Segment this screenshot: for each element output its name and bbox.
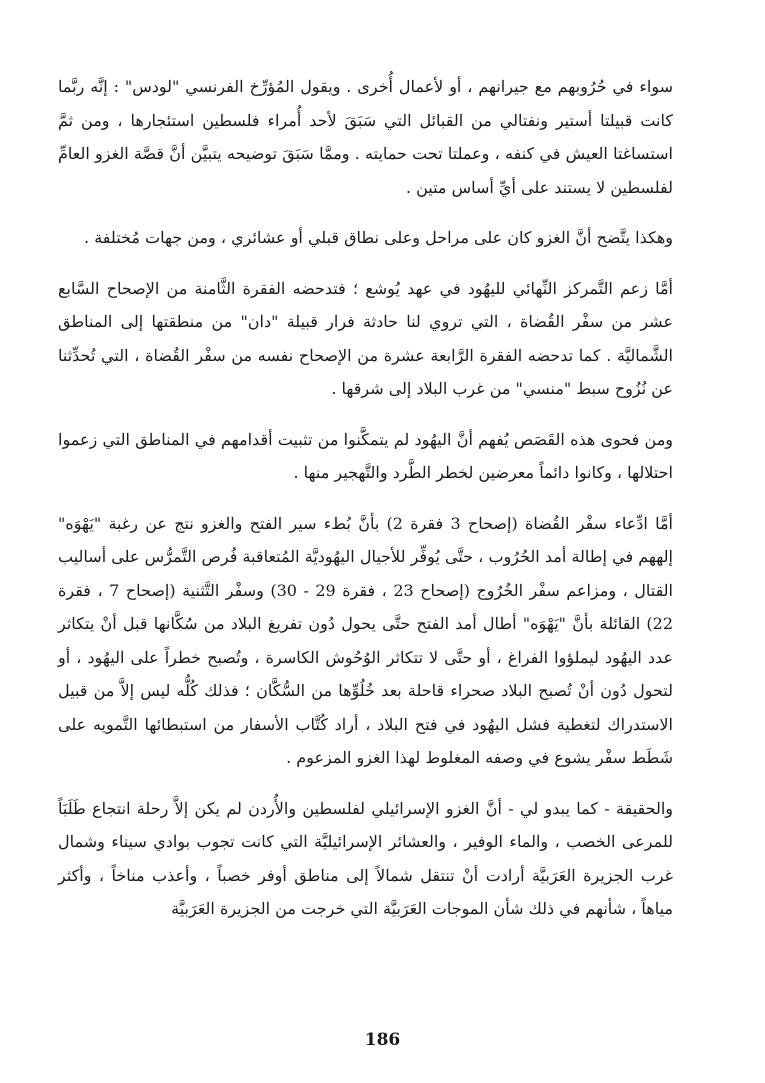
paragraph: والحقيقة - كما يبدو لي - أنَّ الغزو الإسرائيلي لفلسطين والأُردن لم يكن إلاَّ رحلة انتجاع طَلَبَاً للمرعى الخصب ، والماء الوفير ، والعشائر الإسرائيليَّة التي كانت تجوب بوادي سيناء وشمال غرب الجزيرة العَرَبيَّة أرادت أنْ تنتقل شمالاً إلى مناطق أوفر خصباً ، وأعذب مناخاً ، وأكثر مياهاً ، شأنهم في ذلك شأن الموجات العَرَبيَّة التي خرجت من الجزيرة العَرَبيَّة <box>58 798 673 918</box>
page-body <box>58 70 673 926</box>
page-number: 186 <box>364 1030 401 1050</box>
paragraph: وهكذا يتَّضح أنَّ الغزو كان على مراحل وعلى نطاق قبلي أو عشائري ، ومن جهات مُختلفة . <box>84 228 673 247</box>
paragraph: ومن فحوى هذه القَصَص يُفهم أنَّ اليهُود لم يتمكَّنوا من تثبيت أقدامهم في المناطق التي زعموا احتلالها ، وكانوا دائماً معرضين لخطر الطَّرد والتَّهجير منها . <box>58 429 673 482</box>
paragraph: أمَّا زعم التَّمركز النِّهائي لليهُود في عهد يُوشع ؛ فتدحضه الفقرة الثَّامنة من الإصحاح السَّابع عشر من سفْر القُضاة ، التي تروي لنا حادثة فرار قبيلة "دان" من منطقتها إلى المناطق الشَّماليَّة . كما تدحضه الفقرة الرَّابعة عشرة من الإصحاح نفسه من سفْر القُضاة ، التي تُحدِّثنا عن نُزُوح سبط "منسي" من غرب البلاد إلى شرقها . <box>58 278 673 398</box>
paragraph: أمَّا ادِّعاء سفْر القُضاة (إصحاح 3 فقرة 2) بأنَّ بُطء سير الفتح والغزو نتج عن رغبة "يَهْوَه" إلههم في إطالة أمد الحُرُوب ، حتَّى يُوفِّر للأجيال اليهُوديَّة المُتعاقبة فُرص التَّمرُّس على أساليب القتال ، ومزاعم سفْر الخُرُوج (إصحاح 23 ، فقرة 29 - 30) وسفْر التَّثنية (إصحاح 7 ، فقرة 22) القائلة بأنَّ "يَهْوَه" أطال أمد الفتح حتَّى يحول دُون تفريغ البلاد من سُكَّانها قبل أنْ يتكاثر عدد اليهُود ليملؤوا الفراغ ، أو حتَّى لا تتكاثر الوُحُوش الكاسرة ، وتُصبح خطراً على اليهُود ، أو لتحول دُون أنْ تُصبح البلاد صحراء قاحلة بعد خُلُوِّها من السُّكَّان ؛ فذلك كُلُّه ليس إلاَّ من قبيل الاستدراك لتغطية فشل اليهُود في فتح البلاد ، أراد كُتَّاب الأسفار من استبطائها التَّمويه على شَطَط سفْر يشوع في وصفه المغلوط لهذا الغزو المزعوم . <box>58 513 674 767</box>
paragraph: سواء في حُرُوبهم مع جيرانهم ، أو لأعمال أُخرى . ويقول المُؤرِّخ الفرنسي "لودس" : إنَّه ربَّما كانت قبيلتا أستير ونفتالي من القبائل التي سَبَقَ لأحد أُمراء فلسطين استئجارها ، ومن ثمَّ استساغتا العيش في كنفه ، وعملتا تحت حمايته . وممَّا سَبَقَ توضيحه يتبيَّن أنَّ قصَّة الغزو العامِّ لفلسطين لا يستند على أيِّ أساس متين . <box>58 77 673 197</box>
